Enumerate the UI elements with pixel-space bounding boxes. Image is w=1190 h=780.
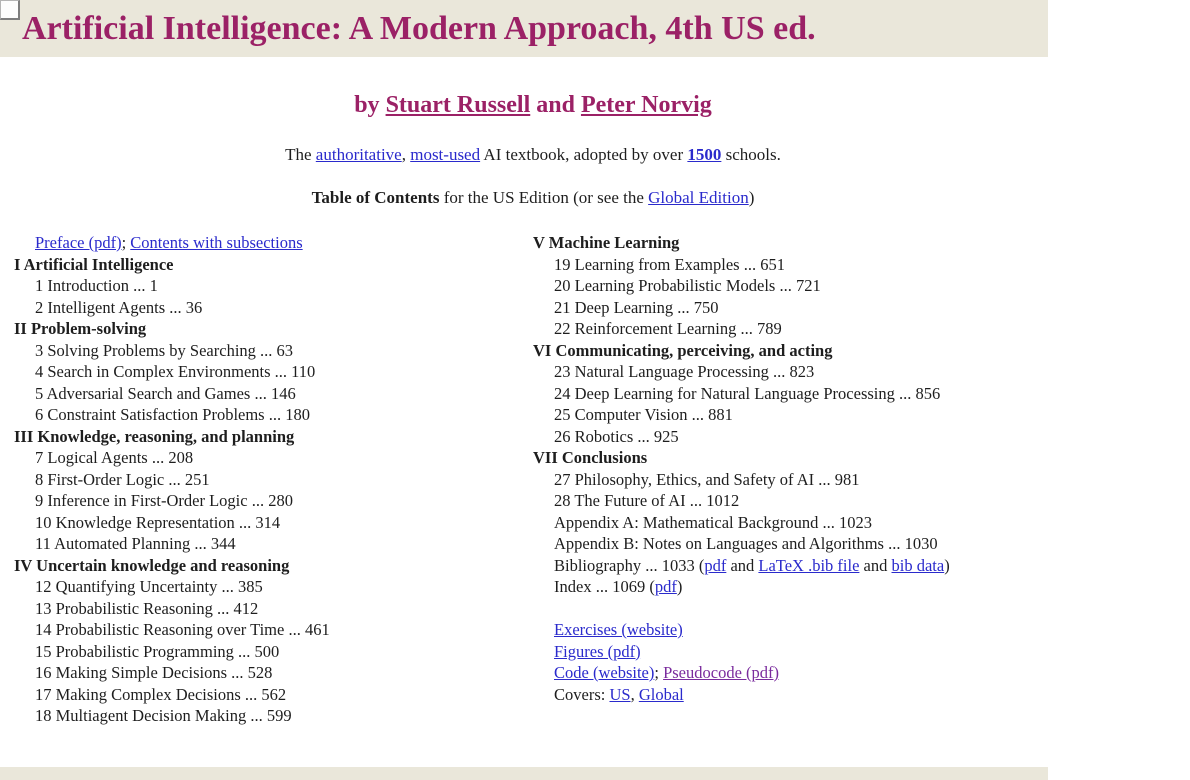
toc-line [14, 576, 533, 598]
toc-link-preface-pdf[interactable]: Preface (pdf) [35, 233, 122, 252]
toc-line [14, 662, 533, 684]
tagline-text: , [401, 145, 411, 164]
masthead [0, 0, 1048, 57]
toc-line [14, 598, 533, 620]
link-most-used[interactable]: most-used [410, 145, 481, 164]
intro-zone [0, 91, 1066, 208]
toc-line [14, 297, 533, 319]
toc-part-header [533, 232, 1052, 254]
toc-text: II Problem-solving [14, 319, 147, 338]
toc-text: 8 First-Order Logic ... 251 [35, 469, 210, 489]
toc-line [533, 662, 1052, 684]
toc-text: I Artificial Intelligence [14, 254, 174, 274]
toc-text: 7 Logical Agents ... 208 [35, 448, 194, 467]
toc-text: and [859, 555, 892, 575]
toc-line [14, 684, 533, 706]
toc-link-bib-data[interactable]: bib data [891, 555, 945, 575]
toc-text: Bibliography ... 1033 ( [554, 555, 705, 575]
toc-text: ) [676, 577, 683, 596]
toc-text: 18 Multiagent Decision Making ... 599 [35, 706, 292, 725]
tagline-text: AI textbook, adopted by over [480, 145, 688, 164]
toc-text: 2 Intelligent Agents ... 36 [35, 297, 203, 317]
toc-text: 3 Solving Problems by Searching ... 63 [35, 340, 294, 360]
toc-line [533, 533, 1052, 555]
toc-text: 22 Reinforcement Learning ... 789 [554, 319, 782, 338]
toc-text: 19 Learning from Examples ... 651 [554, 254, 785, 274]
toc-text: Covers: [554, 684, 610, 704]
toc-right-column [533, 232, 1052, 727]
toc-line [14, 490, 533, 512]
toc-text: 9 Inference in First-Order Logic ... 280 [35, 491, 293, 510]
toc-text: 25 Computer Vision ... 881 [554, 405, 733, 424]
byline-prefix: by [354, 92, 386, 118]
toc-text: ; [654, 663, 664, 682]
tagline [0, 145, 1066, 165]
toc-link-figures-pdf[interactable]: Figures (pdf) [554, 641, 641, 661]
toc-line [533, 254, 1052, 276]
toc-line [14, 361, 533, 383]
toc-text: Appendix A: Mathematical Background ... 1023 [554, 512, 873, 532]
toc-text: 13 Probabilistic Reasoning ... 412 [35, 598, 259, 618]
toc-intro-heading: Table of Contents [311, 188, 440, 207]
toc-text: , [630, 684, 639, 704]
toc-text: 12 Quantifying Uncertainty ... 385 [35, 577, 263, 596]
toc-part-header [533, 447, 1052, 469]
toc-text: 20 Learning Probabilistic Models ... 721 [554, 276, 821, 295]
toc-part-header [14, 426, 533, 448]
toc-intro [0, 188, 1066, 208]
toc-line [533, 576, 1052, 598]
toc-link-latex-bib-file[interactable]: LaTeX .bib file [758, 555, 860, 575]
toc-text: 4 Search in Complex Environments ... 110 [35, 362, 316, 381]
toc-link-exercises-website[interactable]: Exercises (website) [554, 620, 683, 639]
toc-line [14, 533, 533, 555]
toc-link-pseudocode-pdf[interactable]: Pseudocode (pdf) [663, 663, 780, 682]
toc-line [14, 275, 533, 297]
link-authoritative[interactable]: authoritative [315, 145, 402, 164]
toc-text: ) [944, 555, 950, 575]
toc-blank-line [533, 598, 1052, 620]
toc-text: IV Uncertain knowledge and reasoning [14, 555, 290, 575]
toc-text: 26 Robotics ... 925 [554, 426, 679, 446]
toc-text: Appendix B: Notes on Languages and Algorithms ... 1030 [554, 534, 938, 553]
toc-text: 28 The Future of AI ... 1012 [554, 491, 740, 510]
toc-line [14, 619, 533, 641]
toc-text: and [726, 555, 759, 575]
toc-text: Index ... 1069 ( [554, 577, 655, 596]
toc-text: 27 Philosophy, Ethics, and Safety of AI ... 981 [554, 469, 860, 489]
toc-line [533, 684, 1052, 706]
toc-line [533, 641, 1052, 663]
tagline-text: schools. [721, 145, 781, 164]
broken-image-icon [0, 0, 20, 20]
toc-text: III Knowledge, reasoning, and planning [14, 426, 295, 446]
toc-link-global[interactable]: Global [638, 684, 684, 704]
toc-part-header [14, 555, 533, 577]
toc-text: 16 Making Simple Decisions ... 528 [35, 663, 273, 682]
toc-text: 11 Automated Planning ... 344 [35, 534, 236, 553]
toc-link-contents-with-subsections[interactable]: Contents with subsections [130, 233, 303, 252]
toc-link-pdf[interactable]: pdf [654, 577, 677, 596]
toc-line [533, 318, 1052, 340]
byline [0, 91, 1066, 119]
next-section-bar [0, 767, 1048, 780]
toc-line [533, 469, 1052, 491]
toc-line [533, 555, 1052, 577]
author-link-peter-norvig[interactable]: Peter Norvig [580, 92, 712, 118]
toc-intro-text: for the US Edition (or see the [439, 188, 649, 207]
toc-line [533, 297, 1052, 319]
tagline-text: The [285, 145, 316, 164]
toc-line [14, 340, 533, 362]
toc-line [14, 404, 533, 426]
toc-text: 15 Probabilistic Programming ... 500 [35, 641, 280, 661]
toc-text: V Machine Learning [533, 233, 680, 252]
toc-text: 17 Making Complex Decisions ... 562 [35, 684, 287, 704]
toc-intro-text: ) [748, 188, 755, 207]
toc-text: 6 Constraint Satisfaction Problems ... 180 [35, 405, 310, 424]
toc-line [14, 512, 533, 534]
toc-text: 10 Knowledge Representation ... 314 [35, 512, 281, 532]
toc-text: 21 Deep Learning ... 750 [554, 297, 719, 317]
toc-text: 1 Introduction ... 1 [35, 276, 158, 295]
toc-line [14, 641, 533, 663]
toc-text: VII Conclusions [533, 448, 648, 467]
toc-line [533, 383, 1052, 405]
toc-text: 24 Deep Learning for Natural Language Processing ... 856 [554, 383, 941, 403]
toc-text: ; [121, 233, 131, 252]
toc-text: 5 Adversarial Search and Games ... 146 [35, 383, 296, 403]
toc-part-header [14, 254, 533, 276]
toc-part-header [14, 318, 533, 340]
toc-link-pdf[interactable]: pdf [704, 555, 727, 575]
toc-link-code-website[interactable]: Code (website) [554, 663, 655, 682]
toc-text: 14 Probabilistic Reasoning over Time ... 461 [35, 620, 330, 639]
toc-line [533, 404, 1052, 426]
toc-text: VI Communicating, perceiving, and acting [533, 340, 833, 360]
toc-line [533, 490, 1052, 512]
toc-line [533, 619, 1052, 641]
toc-line [14, 232, 533, 254]
link-global-edition[interactable]: Global Edition [648, 188, 749, 207]
byline-conjunction: and [530, 92, 581, 118]
table-of-contents [0, 232, 1190, 727]
toc-line [14, 705, 533, 727]
toc-link-us[interactable]: US [609, 684, 631, 704]
toc-line [533, 512, 1052, 534]
toc-line [14, 469, 533, 491]
toc-line [533, 275, 1052, 297]
toc-line [533, 426, 1052, 448]
toc-line [14, 447, 533, 469]
author-link-stuart-russell[interactable]: Stuart Russell [385, 92, 531, 118]
toc-line [533, 361, 1052, 383]
toc-part-header [533, 340, 1052, 362]
toc-line [14, 383, 533, 405]
page-title: Artificial Intelligence: A Modern Approach, 4th US ed. [22, 10, 816, 47]
toc-left-column [14, 232, 533, 727]
toc-text: 23 Natural Language Processing ... 823 [554, 362, 815, 381]
link-1500-schools[interactable]: 1500 [687, 145, 722, 164]
